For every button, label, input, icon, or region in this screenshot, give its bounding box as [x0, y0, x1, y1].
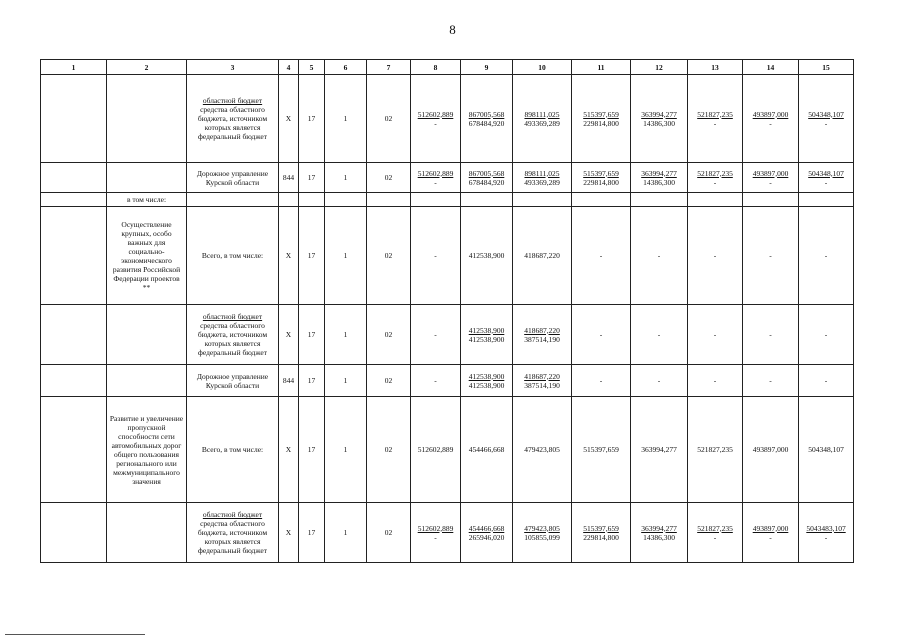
- cell-source-text: средства областного бюджета, источником которых является федеральный бюджет: [197, 321, 268, 357]
- value-total: 363994,277: [641, 523, 677, 533]
- value-federal: 412538,900: [468, 380, 505, 390]
- header-cell: 13: [688, 60, 743, 75]
- cell-value: [572, 163, 631, 193]
- value-total: 867005,568: [468, 168, 505, 178]
- cell-col1: [41, 503, 107, 563]
- header-cell: 7: [367, 60, 411, 75]
- cell-col1: [41, 163, 107, 193]
- cell-value: [572, 365, 631, 397]
- cell-source: [187, 163, 279, 193]
- value-total: -: [824, 330, 828, 339]
- cell-value: [461, 397, 513, 503]
- cell-code: 844: [279, 365, 299, 397]
- cell-value: [411, 163, 461, 193]
- cell-value: [799, 503, 854, 563]
- cell-code: [299, 193, 325, 207]
- cell-value: [688, 163, 743, 193]
- cell-value: [513, 193, 572, 207]
- cell-value: [688, 397, 743, 503]
- value-federal: -: [434, 118, 437, 128]
- cell-value: [461, 75, 513, 163]
- value-total: 412538,900: [468, 325, 505, 335]
- cell-value: [743, 397, 799, 503]
- header-cell: 3: [187, 60, 279, 75]
- cell-code: 17: [299, 365, 325, 397]
- cell-value: [799, 193, 854, 207]
- value-federal: 229814,800: [583, 177, 619, 187]
- header-cell: 6: [325, 60, 367, 75]
- cell-code: 17: [299, 75, 325, 163]
- cell-code: 1: [325, 305, 367, 365]
- cell-source: [187, 207, 279, 305]
- cell-col1: [41, 365, 107, 397]
- cell-value: [688, 193, 743, 207]
- cell-code: 17: [299, 397, 325, 503]
- value-total: 363994,277: [641, 168, 677, 178]
- cell-code: 02: [367, 503, 411, 563]
- value-federal: 678484,920: [468, 118, 505, 128]
- cell-value: [688, 207, 743, 305]
- header-row: [41, 60, 854, 75]
- cell-code: X: [279, 397, 299, 503]
- cell-source-text: Всего, в том числе:: [201, 251, 264, 260]
- cell-value: [799, 305, 854, 365]
- cell-value: [688, 503, 743, 563]
- value-total: -: [657, 330, 661, 339]
- value-federal: 678484,920: [468, 177, 505, 187]
- cell-description: Осуществление крупных, особо важных для социально-экономического развития Российской Федерации проектов **: [107, 207, 187, 305]
- value-total: -: [657, 251, 661, 260]
- cell-source-title: областной бюджет: [202, 312, 263, 321]
- value-federal: 387514,190: [524, 334, 560, 344]
- cell-value: [513, 75, 572, 163]
- cell-source-text: Дорожное управление Курской области: [196, 168, 269, 187]
- value-total: 512602,889: [417, 168, 454, 178]
- cell-source-text: средства областного бюджета, источником которых является федеральный бюджет: [197, 105, 268, 141]
- cell-value: [688, 75, 743, 163]
- value-total: 454466,668: [468, 523, 505, 533]
- cell-value: [572, 503, 631, 563]
- value-total: 867005,568: [468, 109, 505, 119]
- cell-value: [572, 207, 631, 305]
- value-total: 512602,889: [417, 445, 454, 454]
- value-total: 412538,900: [468, 371, 505, 381]
- cell-code: X: [279, 305, 299, 365]
- cell-value: [743, 193, 799, 207]
- header-cell: 10: [513, 60, 572, 75]
- header-cell: 2: [107, 60, 187, 75]
- cell-value: [461, 365, 513, 397]
- cell-value: [411, 75, 461, 163]
- cell-value: [631, 75, 688, 163]
- cell-code: 844: [279, 163, 299, 193]
- value-federal: -: [713, 118, 717, 128]
- cell-value: [513, 163, 572, 193]
- value-federal: 105855,099: [524, 532, 560, 542]
- table-row: [41, 207, 854, 305]
- value-total: -: [713, 251, 717, 260]
- cell-value: [688, 305, 743, 365]
- value-total: 521827,235: [697, 109, 733, 119]
- value-federal: 493369,289: [524, 177, 560, 187]
- value-total: 521827,235: [697, 445, 733, 454]
- cell-description: [107, 365, 187, 397]
- value-total: 493897,000: [752, 523, 789, 533]
- cell-value: [572, 305, 631, 365]
- value-federal: 229814,800: [583, 118, 619, 128]
- cell-code: X: [279, 503, 299, 563]
- cell-code: 1: [325, 163, 367, 193]
- cell-value: [743, 365, 799, 397]
- cell-value: [411, 207, 461, 305]
- value-federal: 493369,289: [524, 118, 560, 128]
- cell-value: [513, 503, 572, 563]
- value-total: 493897,000: [752, 445, 789, 454]
- cell-description: [107, 503, 187, 563]
- table-row: [41, 75, 854, 163]
- value-federal: -: [824, 532, 828, 542]
- cell-code: 17: [299, 163, 325, 193]
- cell-value: [411, 193, 461, 207]
- value-total: 521827,235: [697, 523, 733, 533]
- value-total: 512602,889: [417, 109, 454, 119]
- cell-value: [461, 305, 513, 365]
- cell-value: [743, 163, 799, 193]
- cell-code: X: [279, 75, 299, 163]
- value-total: 515397,659: [583, 523, 619, 533]
- value-federal: 229814,800: [583, 532, 619, 542]
- cell-code: 02: [367, 207, 411, 305]
- value-total: -: [434, 330, 437, 339]
- value-federal: 387514,190: [524, 380, 560, 390]
- cell-code: 17: [299, 305, 325, 365]
- table-row: [41, 365, 854, 397]
- cell-value: [743, 305, 799, 365]
- cell-source-text: Всего, в том числе:: [201, 445, 264, 454]
- cell-value: [743, 207, 799, 305]
- value-total: 412538,900: [468, 251, 505, 260]
- cell-source: [187, 193, 279, 207]
- cell-source-title: областной бюджет: [202, 96, 263, 105]
- cell-col1: [41, 305, 107, 365]
- value-total: 418687,220: [524, 251, 560, 260]
- cell-value: [799, 75, 854, 163]
- value-total: 493897,000: [752, 168, 789, 178]
- value-total: -: [824, 376, 828, 385]
- table-row: [41, 503, 854, 563]
- value-total: 479423,805: [524, 523, 560, 533]
- value-total: 504348,107: [808, 109, 844, 119]
- cell-source: [187, 305, 279, 365]
- cell-source: [187, 503, 279, 563]
- cell-col1: [41, 207, 107, 305]
- cell-value: [572, 397, 631, 503]
- value-total: -: [434, 376, 437, 385]
- cell-source: [187, 365, 279, 397]
- cell-value: [631, 305, 688, 365]
- cell-code: [325, 193, 367, 207]
- cell-code: 1: [325, 365, 367, 397]
- table-row: [41, 163, 854, 193]
- value-total: -: [713, 376, 717, 385]
- value-total: -: [599, 251, 603, 260]
- value-federal: -: [769, 532, 772, 542]
- header-cell: 8: [411, 60, 461, 75]
- cell-value: [631, 397, 688, 503]
- value-total: 363994,277: [641, 445, 677, 454]
- cell-value: [799, 365, 854, 397]
- footnote-separator: [5, 634, 145, 635]
- cell-code: 17: [299, 207, 325, 305]
- value-federal: 14386,300: [643, 118, 675, 128]
- cell-value: [411, 503, 461, 563]
- cell-value: [631, 503, 688, 563]
- cell-source-text: Дорожное управление Курской области: [196, 371, 269, 390]
- cell-code: 1: [325, 397, 367, 503]
- value-total: 515397,659: [583, 109, 619, 119]
- value-federal: -: [769, 118, 772, 128]
- header-cell: 15: [799, 60, 854, 75]
- cell-description: [107, 163, 187, 193]
- value-total: -: [769, 251, 772, 260]
- cell-code: 02: [367, 75, 411, 163]
- cell-value: [461, 193, 513, 207]
- value-total: -: [657, 376, 661, 385]
- cell-value: [572, 75, 631, 163]
- value-federal: -: [824, 118, 828, 128]
- cell-value: [799, 163, 854, 193]
- cell-source: [187, 75, 279, 163]
- cell-value: [513, 207, 572, 305]
- value-total: 515397,659: [583, 168, 619, 178]
- header-cell: 5: [299, 60, 325, 75]
- value-total: -: [713, 330, 717, 339]
- cell-value: [461, 503, 513, 563]
- table-row: [41, 305, 854, 365]
- cell-value: [631, 365, 688, 397]
- cell-source-text: средства областного бюджета, источником которых является федеральный бюджет: [197, 519, 268, 555]
- cell-value: [743, 75, 799, 163]
- cell-value: [461, 163, 513, 193]
- value-total: 363994,277: [641, 109, 677, 119]
- cell-value: [799, 397, 854, 503]
- header-cell: 12: [631, 60, 688, 75]
- value-total: 5043483,107: [806, 523, 846, 533]
- cell-source-title: областной бюджет: [202, 510, 263, 519]
- cell-code: X: [279, 207, 299, 305]
- header-cell: 4: [279, 60, 299, 75]
- value-federal: -: [713, 532, 717, 542]
- cell-value: [631, 163, 688, 193]
- cell-description: в том числе:: [107, 193, 187, 207]
- value-federal: 412538,900: [468, 334, 505, 344]
- header-cell: 1: [41, 60, 107, 75]
- budget-table: [40, 59, 854, 563]
- cell-col1: [41, 75, 107, 163]
- value-total: 504348,107: [808, 445, 844, 454]
- value-total: -: [599, 376, 603, 385]
- cell-col1: [41, 193, 107, 207]
- value-total: 493897,000: [752, 109, 789, 119]
- value-total: -: [599, 330, 603, 339]
- value-total: -: [769, 330, 772, 339]
- cell-value: [513, 365, 572, 397]
- cell-code: 1: [325, 75, 367, 163]
- cell-value: [631, 193, 688, 207]
- value-total: -: [769, 376, 772, 385]
- cell-col1: [41, 397, 107, 503]
- value-federal: -: [434, 532, 437, 542]
- value-total: 898111,025: [524, 109, 560, 119]
- value-total: -: [434, 251, 437, 260]
- cell-code: [279, 193, 299, 207]
- value-federal: -: [713, 177, 717, 187]
- cell-value: [411, 305, 461, 365]
- value-total: 521827,235: [697, 168, 733, 178]
- table-row: [41, 397, 854, 503]
- value-total: 418687,220: [524, 371, 560, 381]
- header-cell: 11: [572, 60, 631, 75]
- cell-code: 1: [325, 503, 367, 563]
- cell-description: [107, 75, 187, 163]
- cell-value: [513, 305, 572, 365]
- value-total: 512602,889: [417, 523, 454, 533]
- value-federal: -: [434, 177, 437, 187]
- cell-source: [187, 397, 279, 503]
- cell-value: [572, 193, 631, 207]
- cell-value: [411, 365, 461, 397]
- cell-value: [688, 365, 743, 397]
- cell-description: Развитие и увеличение пропускной способности сети автомобильных дорог общего пользования регионального или межмуниципального значения: [107, 397, 187, 503]
- cell-value: [799, 207, 854, 305]
- value-federal: 14386,300: [643, 532, 675, 542]
- value-total: 454466,668: [468, 445, 505, 454]
- cell-value: [513, 397, 572, 503]
- value-total: 515397,659: [583, 445, 619, 454]
- header-cell: 14: [743, 60, 799, 75]
- cell-code: 02: [367, 365, 411, 397]
- header-cell: 9: [461, 60, 513, 75]
- page-number: 8: [449, 22, 456, 37]
- value-total: 504348,107: [808, 168, 844, 178]
- cell-code: 17: [299, 503, 325, 563]
- cell-code: 02: [367, 163, 411, 193]
- value-federal: -: [769, 177, 772, 187]
- value-total: 418687,220: [524, 325, 560, 335]
- value-total: 479423,805: [524, 445, 560, 454]
- cell-description: [107, 305, 187, 365]
- value-total: -: [824, 251, 828, 260]
- cell-value: [631, 207, 688, 305]
- table-row: [41, 193, 854, 207]
- cell-code: [367, 193, 411, 207]
- cell-value: [461, 207, 513, 305]
- value-total: 898111,025: [524, 168, 560, 178]
- cell-value: [743, 503, 799, 563]
- value-federal: -: [824, 177, 828, 187]
- value-federal: 265946,020: [468, 532, 505, 542]
- value-federal: 14386,300: [643, 177, 675, 187]
- cell-code: 1: [325, 207, 367, 305]
- cell-code: 02: [367, 397, 411, 503]
- cell-code: 02: [367, 305, 411, 365]
- cell-value: [411, 397, 461, 503]
